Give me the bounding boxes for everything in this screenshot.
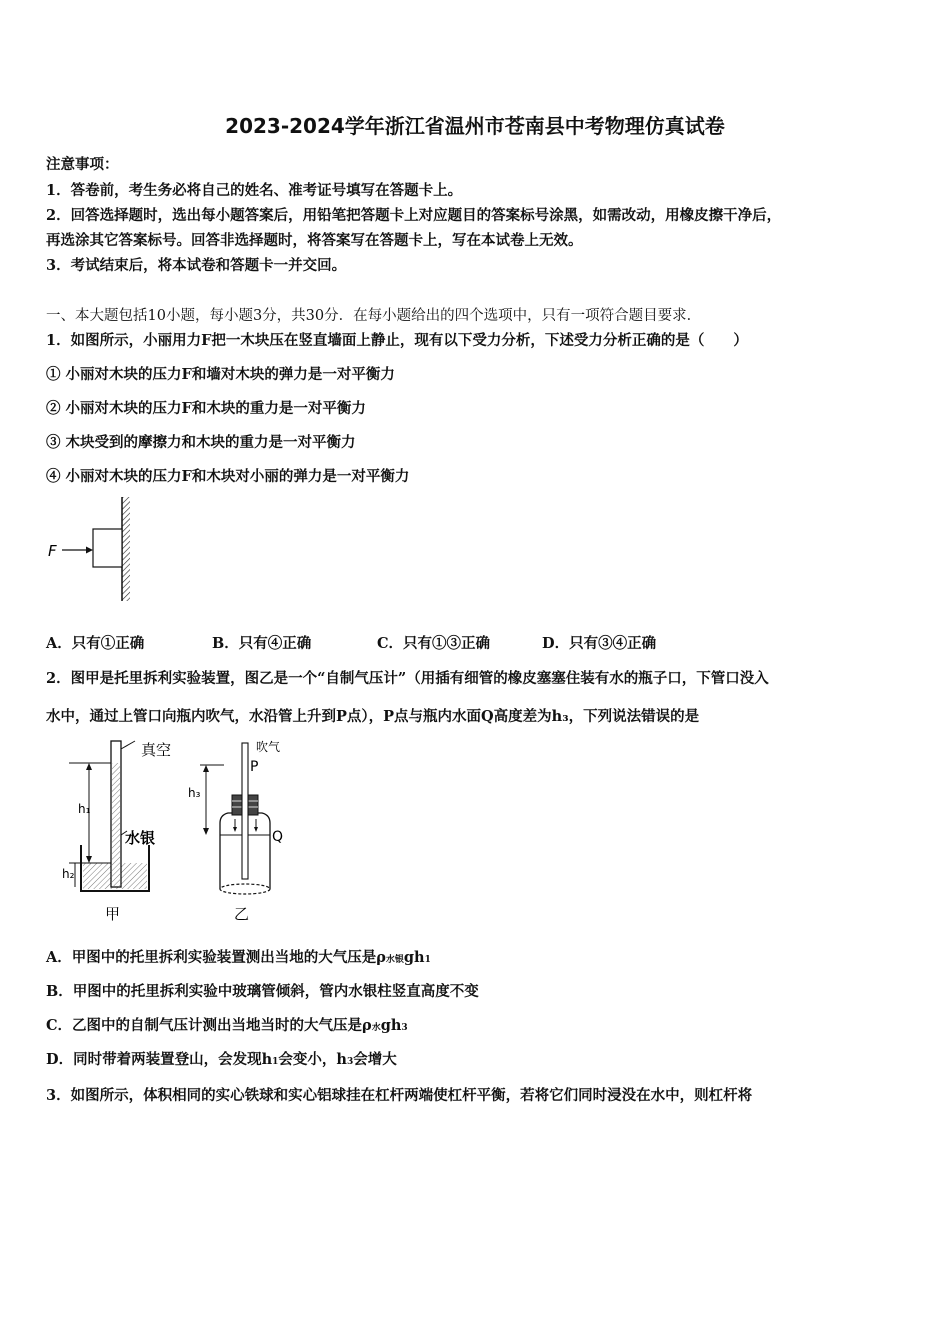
- mercury-column: [112, 763, 120, 886]
- q1-figure: [40, 495, 150, 607]
- q1-option-d[interactable]: D．只有③④正确: [542, 635, 657, 652]
- q2-option-a-text: A．甲图中的托里拆利实验装置测出当地的大气压是ρ: [46, 949, 386, 966]
- q2-option-c-sub: 水: [371, 1023, 381, 1033]
- jia-caption: 甲: [105, 905, 121, 923]
- q1-option-c[interactable]: C．只有①③正确: [377, 635, 491, 652]
- mercury-label: 水银: [125, 829, 156, 847]
- q1-option-b[interactable]: B．只有④正确: [212, 635, 312, 652]
- notice-item-3: 3．考试结束后，将本试卷和答题卡一并交回。: [46, 257, 347, 274]
- h3-label: h₃: [188, 786, 201, 800]
- exam-title: 2023-2024学年浙江省温州市苍南县中考物理仿真试卷: [225, 114, 725, 138]
- section-heading: 一、本大题包括10小题，每小题3分，共30分．在每小题给出的四个选项中，只有一项符合题目要求．: [46, 308, 702, 324]
- q1-statement-3: ③ 木块受到的摩擦力和木块的重力是一对平衡力: [46, 434, 356, 451]
- h2-label: h₂: [62, 867, 75, 881]
- q-label: Q: [272, 829, 284, 845]
- force-arrowhead: [86, 547, 93, 554]
- q2-option-b[interactable]: [46, 980, 479, 1001]
- h1-arrow-bottom: [86, 856, 92, 863]
- q3-stem: 3．如图所示，体积相同的实心铁球和实心铝球挂在杠杆两端使杠杆平衡，若将它们同时浸没在水中，则杠杆将: [46, 1087, 753, 1104]
- blow-label: 吹气: [256, 740, 281, 754]
- q2-stem-line1: 2．图甲是托里拆利实验装置，图乙是一个“自制气压计”（用插有细管的橡皮塞塞住装有水的瓶子口，下管口没入: [46, 670, 769, 687]
- notice-item-2: 2．回答选择题时，选出每小题答案后，用铅笔把答题卡上对应题目的答案标号涂黑，如需改动，用橡皮擦干净后，: [46, 207, 782, 224]
- q2-option-d-tail: 会变小，h: [278, 1051, 347, 1068]
- thin-tube: [242, 743, 248, 879]
- h3-arrow-bottom: [203, 828, 209, 835]
- notice-item-1: 1．答卷前，考生务必将自己的姓名、准考证号填写在答题卡上。: [46, 182, 463, 199]
- notice-item-2-cont: 再选涂其它答案标号。回答非选择题时，将答案写在答题卡上，写在本试卷上无效。: [46, 232, 583, 249]
- q2-option-c-tail-sub: 3: [401, 1023, 408, 1033]
- q2-option-c-tail: gh: [380, 1017, 402, 1034]
- force-label: F: [48, 542, 57, 560]
- q2-option-d-end: 会增大: [353, 1051, 397, 1068]
- h1-label: h₁: [78, 802, 91, 816]
- yi-caption: 乙: [234, 905, 250, 923]
- q2-option-d-text: D．同时带着两装置登山，会发现h: [46, 1051, 273, 1068]
- q2-option-c-text: C．乙图中的自制气压计测出当地当时的大气压是ρ: [46, 1017, 372, 1034]
- vacuum-label: 真空: [141, 741, 172, 759]
- q2-option-a-tail: gh: [403, 949, 425, 966]
- barometer-figure: [180, 735, 290, 925]
- q1-option-a[interactable]: A．只有①正确: [46, 635, 145, 652]
- q2-option-d[interactable]: [46, 1048, 397, 1069]
- notice-heading: 注意事项：: [46, 156, 119, 173]
- q2-option-a-sub: 水银: [385, 955, 404, 965]
- wall-hatch: [122, 497, 130, 601]
- q2-option-c[interactable]: [46, 1014, 408, 1035]
- q2-option-a-tail-sub: 1: [424, 955, 431, 965]
- q1-stem: 1．如图所示，小丽用力F把一木块压在竖直墙面上静止，现有以下受力分析，下述受力分析正确的是（ ）: [46, 332, 748, 349]
- h1-arrow-top: [86, 763, 92, 770]
- q1-statement-4: ④ 小丽对木块的压力F和木块对小丽的弹力是一对平衡力: [46, 468, 410, 485]
- wood-block: [93, 529, 122, 567]
- p-label: P: [250, 759, 259, 775]
- q2-option-b-text: B．甲图中的托里拆利实验中玻璃管倾斜，管内水银柱竖直高度不变: [46, 983, 479, 1000]
- h3-arrow-top: [203, 765, 209, 772]
- torricelli-figure: [55, 735, 185, 925]
- q2-stem-line2: 水中，通过上管口向瓶内吹气，水沿管上升到P点），P点与瓶内水面Q高度差为h₃，下列说法错误的是: [46, 708, 700, 725]
- q2-option-d-tail-sub: 3: [346, 1057, 354, 1067]
- q1-statement-2: ② 小丽对木块的压力F和木块的重力是一对平衡力: [46, 400, 366, 417]
- vacuum-pointer: [121, 741, 135, 749]
- q2-option-a[interactable]: [46, 946, 431, 967]
- q1-statement-1: ① 小丽对木块的压力F和墙对木块的弹力是一对平衡力: [46, 366, 395, 383]
- q2-option-d-sub: 1: [272, 1057, 279, 1067]
